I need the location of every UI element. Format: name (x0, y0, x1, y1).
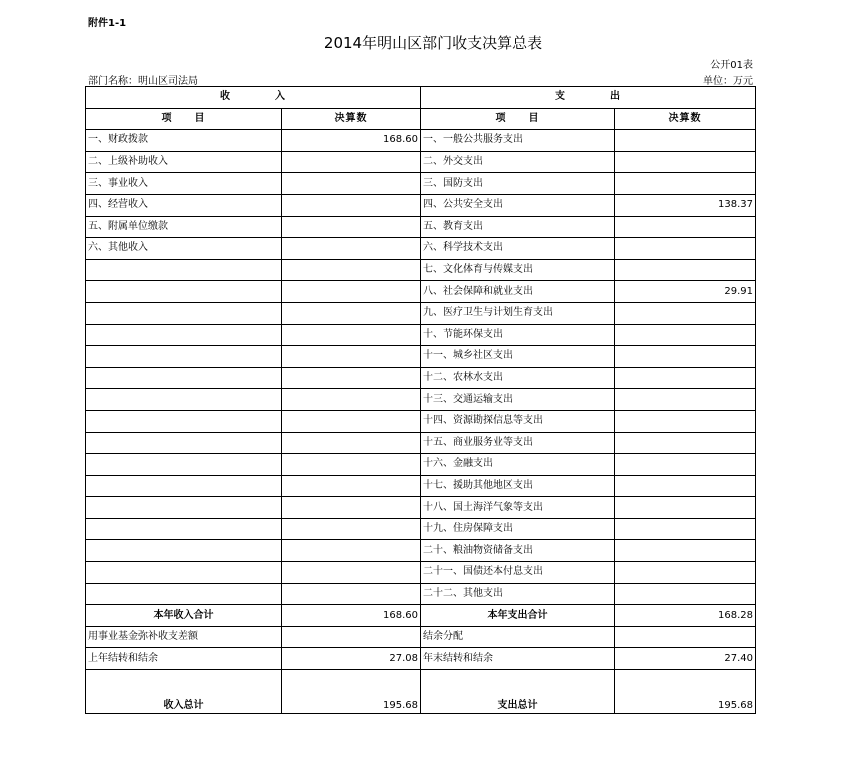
expense-amount-cell (615, 389, 756, 411)
expense-header: 支 出 (421, 87, 756, 109)
total-item-cell: 本年支出合计 (421, 605, 615, 627)
total-item-cell: 上年结转和结余 (86, 648, 282, 670)
table-row (86, 302, 756, 324)
income-amount-cell (282, 151, 421, 173)
income-amount-cell (282, 518, 421, 540)
income-item-cell (86, 367, 282, 389)
table-row (86, 454, 756, 476)
income-item-cell (86, 259, 282, 281)
expense-amount-cell (615, 518, 756, 540)
carryover-row (86, 648, 756, 670)
expense-item-cell: 二十、粮油物资储备支出 (421, 540, 615, 562)
expense-item-cell: 二十一、国债还本付息支出 (421, 562, 615, 584)
expense-amount-cell (615, 302, 756, 324)
expense-amount-cell (615, 367, 756, 389)
income-item-cell: 一、财政拨款 (86, 130, 282, 152)
income-item-cell: 二、上级补助收入 (86, 151, 282, 173)
total-item-cell: 年末结转和结余 (421, 648, 615, 670)
expense-item-cell: 三、国防支出 (421, 173, 615, 195)
expense-item-cell: 十七、援助其他地区支出 (421, 475, 615, 497)
expense-amount-cell (615, 562, 756, 584)
income-item-cell (86, 302, 282, 324)
income-amount-cell (282, 346, 421, 368)
expense-item-cell: 九、医疗卫生与计划生育支出 (421, 302, 615, 324)
expense-item-cell: 四、公共安全支出 (421, 194, 615, 216)
table-row (86, 324, 756, 346)
income-amount-cell (282, 259, 421, 281)
form-code: 公开01表 (710, 60, 753, 71)
income-item-cell (86, 475, 282, 497)
grand-total-row (86, 670, 756, 714)
expense-amount-cell (615, 173, 756, 195)
table-row (86, 259, 756, 281)
income-amount-cell (282, 216, 421, 238)
income-amount-cell (282, 497, 421, 519)
income-amount-cell (282, 367, 421, 389)
attachment-label: 附件1-1 (88, 18, 127, 29)
total-amount-cell: 168.28 (615, 605, 756, 627)
total-item-cell: 收入总计 (86, 670, 282, 714)
expense-item-cell: 七、文化体育与传媒支出 (421, 259, 615, 281)
income-amount-cell (282, 281, 421, 303)
total-amount-cell: 195.68 (282, 670, 421, 714)
expense-amount-cell (615, 475, 756, 497)
expense-item-cell: 十八、国土海洋气象等支出 (421, 497, 615, 519)
income-item-cell: 四、经营收入 (86, 194, 282, 216)
total-amount-cell: 27.40 (615, 648, 756, 670)
expense-amount-cell (615, 216, 756, 238)
income-item-header: 项 目 (86, 108, 282, 130)
income-item-cell: 六、其他收入 (86, 238, 282, 260)
expense-item-cell: 二十二、其他支出 (421, 583, 615, 605)
income-item-cell (86, 346, 282, 368)
income-amount-cell (282, 238, 421, 260)
expense-item-cell: 十、节能环保支出 (421, 324, 615, 346)
income-item-cell (86, 410, 282, 432)
expense-item-cell: 一、一般公共服务支出 (421, 130, 615, 152)
expense-item-cell: 八、社会保障和就业支出 (421, 281, 615, 303)
table-row (86, 130, 756, 152)
income-item-cell (86, 562, 282, 584)
table-row (86, 518, 756, 540)
income-amount-cell (282, 410, 421, 432)
income-amount-cell (282, 302, 421, 324)
total-item-cell: 用事业基金弥补收支差额 (86, 626, 282, 648)
income-amount-cell (282, 475, 421, 497)
expense-amount-cell (615, 259, 756, 281)
income-amount-cell (282, 562, 421, 584)
expense-amount-cell (615, 583, 756, 605)
expense-amount-cell (615, 151, 756, 173)
expense-amount-cell (615, 497, 756, 519)
income-header: 收 入 (86, 87, 421, 109)
income-amount-cell (282, 540, 421, 562)
income-item-cell (86, 281, 282, 303)
page-title: 2014年明山区部门收支决算总表 (323, 34, 543, 52)
income-item-cell (86, 540, 282, 562)
income-item-cell (86, 583, 282, 605)
table-row (86, 432, 756, 454)
total-amount-cell: 168.60 (282, 605, 421, 627)
table-row (86, 216, 756, 238)
table-row (86, 367, 756, 389)
table-row (86, 238, 756, 260)
income-item-cell (86, 324, 282, 346)
table-row (86, 151, 756, 173)
income-item-cell: 五、附属单位缴款 (86, 216, 282, 238)
table-row (86, 389, 756, 411)
income-amount-cell (282, 432, 421, 454)
table-row (86, 497, 756, 519)
total-item-cell: 支出总计 (421, 670, 615, 714)
expense-item-cell: 五、教育支出 (421, 216, 615, 238)
table-row (86, 562, 756, 584)
expense-amount-header: 决算数 (615, 108, 756, 130)
expense-item-cell: 二、外交支出 (421, 151, 615, 173)
income-item-cell: 三、事业收入 (86, 173, 282, 195)
expense-item-cell: 十九、住房保障支出 (421, 518, 615, 540)
table-row (86, 475, 756, 497)
table-row (86, 583, 756, 605)
expense-item-header: 项 目 (421, 108, 615, 130)
department-name: 部门名称：明山区司法局 (88, 76, 198, 87)
expense-amount-cell (615, 324, 756, 346)
income-amount-cell: 168.60 (282, 130, 421, 152)
expense-item-cell: 十四、资源勘探信息等支出 (421, 410, 615, 432)
adjustment-row (86, 626, 756, 648)
expense-amount-cell (615, 432, 756, 454)
total-item-cell: 结余分配 (421, 626, 615, 648)
expense-item-cell: 六、科学技术支出 (421, 238, 615, 260)
table-row (86, 410, 756, 432)
income-item-cell (86, 432, 282, 454)
expense-amount-cell: 29.91 (615, 281, 756, 303)
expense-item-cell: 十二、农林水支出 (421, 367, 615, 389)
budget-summary-table (85, 86, 756, 714)
income-amount-cell (282, 194, 421, 216)
income-amount-cell (282, 389, 421, 411)
unit-label: 单位：万元 (703, 76, 753, 87)
income-amount-cell (282, 324, 421, 346)
total-item-cell: 本年收入合计 (86, 605, 282, 627)
total-amount-cell: 27.08 (282, 648, 421, 670)
expense-amount-cell (615, 238, 756, 260)
total-amount-cell: 195.68 (615, 670, 756, 714)
section-header-row (86, 87, 756, 109)
total-amount-cell (615, 626, 756, 648)
table-row (86, 173, 756, 195)
column-header-row (86, 108, 756, 130)
income-item-cell (86, 518, 282, 540)
expense-amount-cell: 138.37 (615, 194, 756, 216)
income-item-cell (86, 497, 282, 519)
expense-item-cell: 十一、城乡社区支出 (421, 346, 615, 368)
table-row (86, 540, 756, 562)
table-row (86, 194, 756, 216)
income-item-cell (86, 389, 282, 411)
expense-item-cell: 十三、交通运输支出 (421, 389, 615, 411)
income-amount-header: 决算数 (282, 108, 421, 130)
year-total-row (86, 605, 756, 627)
expense-amount-cell (615, 346, 756, 368)
income-amount-cell (282, 173, 421, 195)
table-row (86, 346, 756, 368)
expense-amount-cell (615, 130, 756, 152)
total-amount-cell (282, 626, 421, 648)
income-amount-cell (282, 454, 421, 476)
expense-amount-cell (615, 454, 756, 476)
expense-item-cell: 十六、金融支出 (421, 454, 615, 476)
income-amount-cell (282, 583, 421, 605)
income-item-cell (86, 454, 282, 476)
table-row (86, 281, 756, 303)
expense-amount-cell (615, 540, 756, 562)
expense-amount-cell (615, 410, 756, 432)
expense-item-cell: 十五、商业服务业等支出 (421, 432, 615, 454)
